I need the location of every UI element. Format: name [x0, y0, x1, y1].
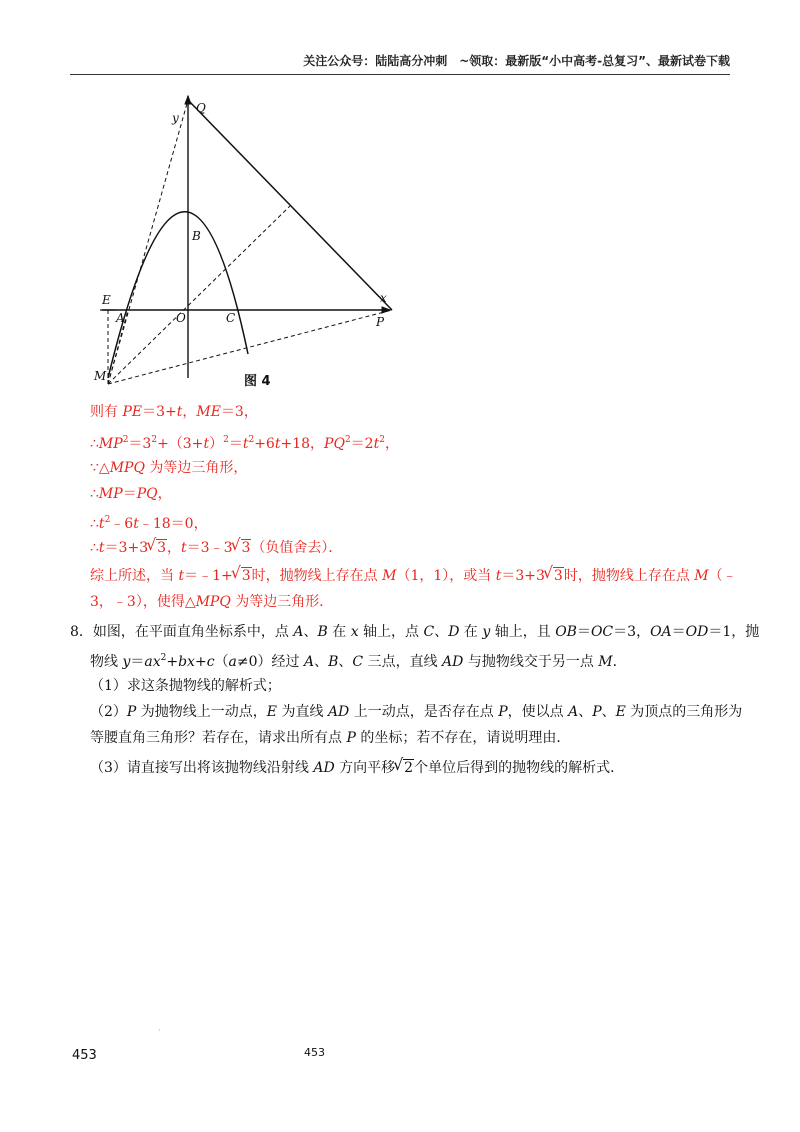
label-o: O: [176, 311, 186, 325]
problem-8-part-2: （2）P 为抛物线上一动点，E 为直线 AD 上一动点，是否存在点 P，使以点 A、P、E 为顶点的三角形为: [90, 704, 743, 720]
solution-line-5: $\therefore t^2﹣6t﹣18=0$，: [90, 515, 208, 532]
sqrt-3: √ 3: [545, 566, 564, 586]
problem-8-part-1: （1）求这条抛物线的解析式；: [90, 678, 281, 694]
figure-4-diagram: [90, 88, 410, 393]
header-text: 关注公众号：陆陆高分冲刺 ~领取：最新版“小中高考-总复习”、最新试卷下载: [303, 54, 730, 68]
label-y: y: [172, 111, 179, 125]
solution-line-1: 则有 PE＝3+t，ME＝3，: [90, 404, 258, 420]
problem-8-part-3: （3）请直接写出将该抛物线沿射线 AD 方向平移√ 2个单位后得到的抛物线的解析式．: [90, 758, 624, 778]
label-b: B: [192, 229, 201, 243]
solution-line-8: 3，﹣3），使得△MPQ 为等边三角形．: [90, 594, 334, 610]
page-number-left: 453: [72, 1048, 97, 1063]
label-e: E: [102, 293, 111, 307]
solution-line-7: 综上所述，当 t＝﹣1+√ 3时，抛物线上存在点 M（1，1），或当 t＝3+3√ 3时，抛物线上存在点 M（﹣: [90, 566, 737, 586]
solution-line-3: ∵△MPQ 为等边三角形，: [90, 460, 248, 476]
label-m: M: [94, 369, 107, 383]
figure-caption: 图 4: [244, 374, 271, 389]
solution-line-6: ∴t＝3+3√ 3，t＝3﹣3√ 3（负值舍去）．: [90, 538, 342, 558]
label-a: A: [116, 311, 125, 325]
sqrt-3: √ 3: [148, 538, 167, 558]
solution-line-2: $\therefore MP^2=3^2+(3+t)^2=t^2+6t+18$，$PQ^2=2t^2$，: [90, 435, 399, 452]
sqrt-2: √ 2: [395, 758, 414, 778]
label-x: x: [380, 291, 387, 305]
sqrt-3: √ 3: [233, 538, 252, 558]
line-qp: [188, 100, 392, 310]
problem-8-part-2-cont: 等腰直角三角形？若存在，请求出所有点 P 的坐标；若不存在，请说明理由．: [90, 730, 571, 746]
page-header: [70, 52, 730, 75]
problem-8-line-2: 物线 $y=ax^2+bx+c(a\ne 0)$经过 A、B、C 三点，直线 AD 与抛物线交于另一点 M．: [90, 653, 627, 670]
label-c: C: [226, 311, 236, 325]
label-p: P: [376, 315, 385, 329]
solution-line-4: ∴MP＝PQ，: [90, 486, 172, 502]
problem-8-line-1: 8．如图，在平面直角坐标系中，点 A、B 在 x 轴上，点 C、D 在 y 轴上，且 OB＝OC＝3，OA＝OD＝1，抛: [70, 624, 760, 640]
page-number-center: 453: [304, 1046, 325, 1059]
label-q: Q: [196, 101, 206, 115]
stray-dot: ·: [158, 1026, 161, 1035]
sqrt-3: √ 3: [233, 566, 252, 586]
